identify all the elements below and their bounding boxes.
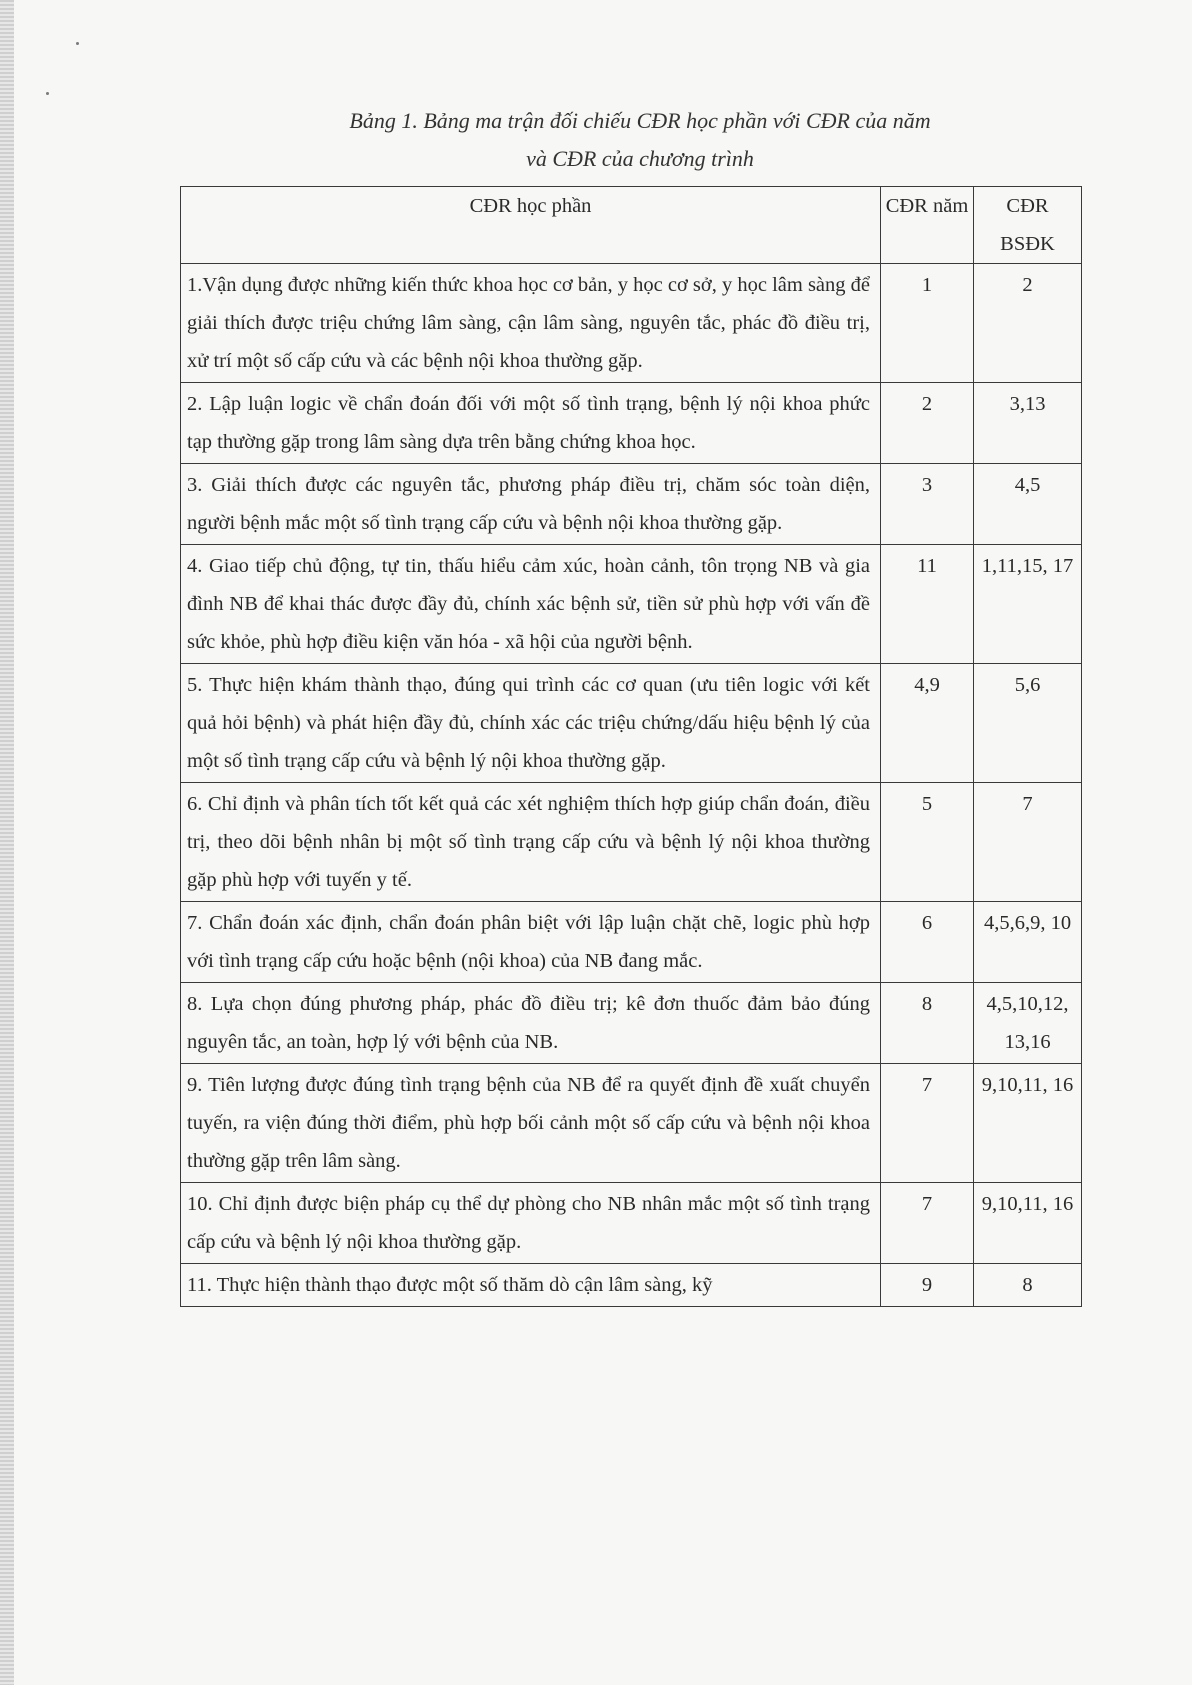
year-outcome-cell: 7 — [881, 1183, 974, 1264]
header-program-outcome: CĐR BSĐK — [974, 187, 1082, 264]
course-outcome-cell: 10. Chỉ định được biện pháp cụ thể dự phòng cho NB nhân mắc một số tình trạng cấp cứu và bệnh lý nội khoa thường gặp. — [181, 1183, 881, 1264]
course-outcome-cell: 6. Chỉ định và phân tích tốt kết quả các xét nghiệm thích hợp giúp chẩn đoán, điều trị, theo dõi bệnh nhân bị một số tình trạng cấp cứu và bệnh lý nội khoa thường gặp phù hợp với tuyến y tế. — [181, 783, 881, 902]
scan-edge — [0, 0, 14, 1685]
course-outcome-cell: 9. Tiên lượng được đúng tình trạng bệnh của NB để ra quyết định đề xuất chuyển tuyến, ra viện đúng thời điểm, phù hợp bối cảnh một số cấp cứu và bệnh nội khoa thường gặp trên lâm sàng. — [181, 1064, 881, 1183]
year-outcome-cell: 4,9 — [881, 664, 974, 783]
header-year-outcome: CĐR năm — [881, 187, 974, 264]
program-outcome-cell: 5,6 — [974, 664, 1082, 783]
program-outcome-cell: 4,5,6,9, 10 — [974, 902, 1082, 983]
year-outcome-cell: 9 — [881, 1264, 974, 1307]
scan-speck — [76, 42, 79, 45]
table-row — [181, 983, 1082, 1064]
table-row — [181, 545, 1082, 664]
year-outcome-cell: 3 — [881, 464, 974, 545]
table-row — [181, 1064, 1082, 1183]
table-header-row — [181, 187, 1082, 264]
course-outcome-cell: 7. Chẩn đoán xác định, chẩn đoán phân biệt với lập luận chặt chẽ, logic phù hợp với tình trạng cấp cứu hoặc bệnh (nội khoa) của NB đang mắc. — [181, 902, 881, 983]
program-outcome-cell: 2 — [974, 264, 1082, 383]
year-outcome-cell: 7 — [881, 1064, 974, 1183]
table-row — [181, 264, 1082, 383]
course-outcome-cell: 2. Lập luận logic về chẩn đoán đối với một số tình trạng, bệnh lý nội khoa phức tạp thường gặp trong lâm sàng dựa trên bằng chứng khoa học. — [181, 383, 881, 464]
program-outcome-cell: 9,10,11, 16 — [974, 1183, 1082, 1264]
outcome-matrix-table — [180, 186, 1082, 1307]
program-outcome-cell: 3,13 — [974, 383, 1082, 464]
table-row — [181, 464, 1082, 545]
scan-speck — [46, 92, 49, 95]
year-outcome-cell: 1 — [881, 264, 974, 383]
program-outcome-cell: 7 — [974, 783, 1082, 902]
header-course-outcome: CĐR học phần — [181, 187, 881, 264]
course-outcome-cell: 11. Thực hiện thành thạo được một số thăm dò cận lâm sàng, kỹ — [181, 1264, 881, 1307]
table-row — [181, 1183, 1082, 1264]
year-outcome-cell: 8 — [881, 983, 974, 1064]
year-outcome-cell: 11 — [881, 545, 974, 664]
course-outcome-cell: 1.Vận dụng được những kiến thức khoa học cơ bản, y học cơ sở, y học lâm sàng để giải thích được triệu chứng lâm sàng, cận lâm sàng, nguyên tắc, phác đồ điều trị, xử trí một số cấp cứu và các bệnh nội khoa thường gặp. — [181, 264, 881, 383]
course-outcome-cell: 4. Giao tiếp chủ động, tự tin, thấu hiểu cảm xúc, hoàn cảnh, tôn trọng NB và gia đình NB để khai thác được đầy đủ, chính xác bệnh sử, tiền sử phù hợp với vấn đề sức khỏe, phù hợp điều kiện văn hóa - xã hội của người bệnh. — [181, 545, 881, 664]
program-outcome-cell: 9,10,11, 16 — [974, 1064, 1082, 1183]
year-outcome-cell: 5 — [881, 783, 974, 902]
course-outcome-cell: 3. Giải thích được các nguyên tắc, phương pháp điều trị, chăm sóc toàn diện, người bệnh mắc một số tình trạng cấp cứu và bệnh nội khoa thường gặp. — [181, 464, 881, 545]
year-outcome-cell: 6 — [881, 902, 974, 983]
course-outcome-cell: 5. Thực hiện khám thành thạo, đúng qui trình các cơ quan (ưu tiên logic với kết quả hỏi bệnh) và phát hiện đầy đủ, chính xác các triệu chứng/dấu hiệu bệnh lý của một số tình trạng cấp cứu và bệnh lý nội khoa thường gặp. — [181, 664, 881, 783]
table-row — [181, 383, 1082, 464]
program-outcome-cell: 8 — [974, 1264, 1082, 1307]
year-outcome-cell: 2 — [881, 383, 974, 464]
table-row — [181, 783, 1082, 902]
program-outcome-cell: 4,5 — [974, 464, 1082, 545]
table-row — [181, 902, 1082, 983]
course-outcome-cell: 8. Lựa chọn đúng phương pháp, phác đồ điều trị; kê đơn thuốc đảm bảo đúng nguyên tắc, an toàn, hợp lý với bệnh của NB. — [181, 983, 881, 1064]
table-row — [181, 664, 1082, 783]
table-caption-line1: Bảng 1. Bảng ma trận đối chiếu CĐR học phần với CĐR của năm — [349, 108, 931, 133]
table-caption-line2: và CĐR của chương trình — [526, 146, 754, 171]
program-outcome-cell: 1,11,15, 17 — [974, 545, 1082, 664]
program-outcome-cell: 4,5,10,12, 13,16 — [974, 983, 1082, 1064]
table-row — [181, 1264, 1082, 1307]
